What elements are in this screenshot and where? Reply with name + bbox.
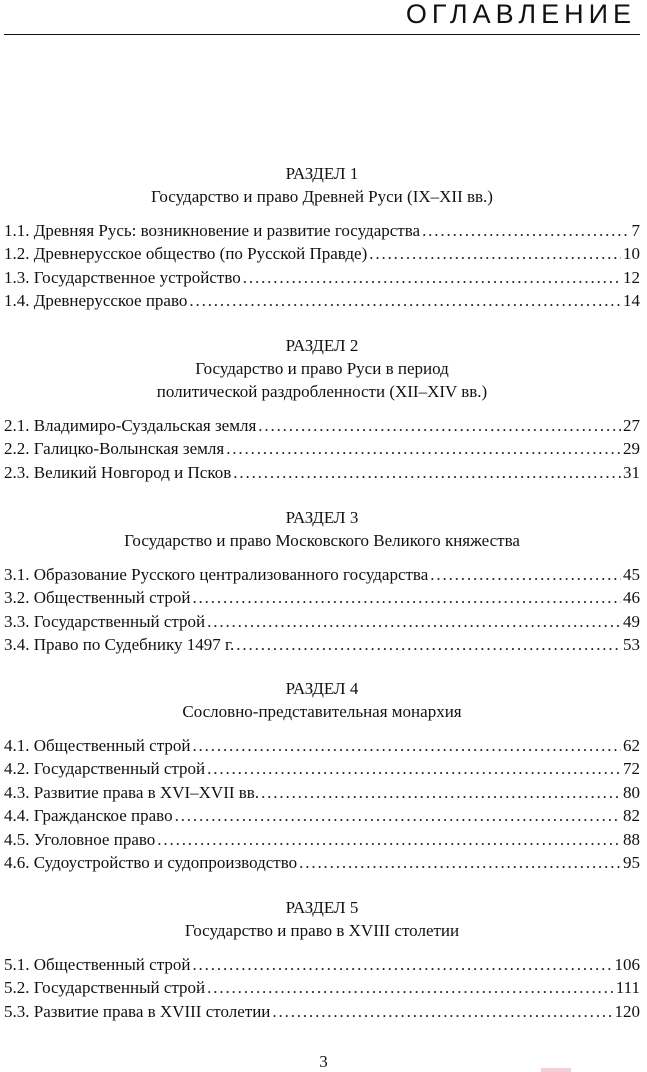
entry-page-number: 106 bbox=[614, 955, 640, 974]
toc-section-1 bbox=[4, 162, 640, 334]
section-number: РАЗДЕЛ 1 bbox=[285, 164, 359, 183]
entry-page-number: 120 bbox=[614, 1001, 640, 1021]
section-title: Государство и право в XVIII столетии bbox=[184, 921, 460, 940]
entry-title: 4.4. Гражданское право bbox=[4, 806, 173, 826]
entry-title: 3.3. Государственный строй bbox=[4, 611, 206, 631]
entry-page-number: 95 bbox=[623, 852, 640, 872]
section-title: Государство и право Московского Великого княжества bbox=[124, 531, 520, 550]
section-heading bbox=[4, 334, 640, 403]
section-title: Сословно-представительная монархия bbox=[182, 702, 462, 721]
toc-entry[interactable] bbox=[4, 828, 640, 851]
dot-leader bbox=[192, 586, 621, 609]
entry-page-number: 10 bbox=[623, 244, 640, 264]
section-number: РАЗДЕЛ 3 bbox=[285, 508, 359, 527]
toc-section-4 bbox=[4, 677, 640, 896]
toc-section-3 bbox=[4, 506, 640, 677]
entry-title: 1.1. Древняя Русь: возникновение и развитие государства bbox=[4, 221, 421, 240]
entry-title: 4.6. Судоустройство и судопроизводство bbox=[4, 852, 298, 872]
entry-title: 5.1. Общественный строй bbox=[4, 955, 191, 974]
section-number: РАЗДЕЛ 4 bbox=[285, 679, 359, 698]
entry-page-number: 27 bbox=[623, 416, 640, 435]
entry-title: 4.5. Уголовное право bbox=[4, 829, 156, 849]
entry-page-number: 80 bbox=[623, 782, 640, 802]
section-entries bbox=[4, 219, 640, 313]
dot-leader bbox=[369, 242, 621, 265]
page-title: ОГЛАВЛЕНИЕ bbox=[405, 0, 636, 29]
entry-title: 3.1. Образование Русского централизованного государства bbox=[4, 565, 429, 584]
toc-entry[interactable] bbox=[4, 461, 640, 484]
section-heading bbox=[4, 677, 640, 723]
section-entries bbox=[4, 563, 640, 657]
entry-page-number: 14 bbox=[623, 291, 640, 311]
entry-title: 1.2. Древнерусское общество (по Русской Правде) bbox=[4, 244, 368, 264]
toc-entry[interactable] bbox=[4, 734, 640, 757]
toc-entry[interactable] bbox=[4, 757, 640, 780]
entry-title: 4.1. Общественный строй bbox=[4, 736, 191, 755]
entry-page-number: 7 bbox=[631, 221, 640, 240]
entry-page-number: 12 bbox=[623, 267, 640, 287]
entry-title: 2.3. Великий Новгород и Псков bbox=[4, 462, 232, 482]
dot-leader bbox=[189, 289, 621, 312]
toc-entry[interactable] bbox=[4, 414, 640, 437]
entry-title: 4.2. Государственный строй bbox=[4, 759, 206, 779]
page-header bbox=[0, 0, 640, 36]
toc-entry[interactable] bbox=[4, 586, 640, 609]
page-number: 3 bbox=[319, 1052, 328, 1071]
entry-title: 4.3. Развитие права в XVI–XVII вв. bbox=[4, 782, 260, 802]
entry-title: 3.4. Право по Судебнику 1497 г. bbox=[4, 635, 235, 655]
section-number: РАЗДЕЛ 5 bbox=[285, 898, 359, 917]
dot-leader bbox=[192, 953, 612, 976]
entry-page-number: 53 bbox=[623, 635, 640, 655]
toc-entry[interactable] bbox=[4, 610, 640, 633]
entry-page-number: 111 bbox=[615, 978, 640, 998]
toc-entry[interactable] bbox=[4, 633, 640, 656]
dot-leader bbox=[299, 851, 621, 874]
entry-page-number: 72 bbox=[623, 759, 640, 779]
toc-entry[interactable] bbox=[4, 851, 640, 874]
section-title: Государство и право Руси в период политической раздробленности (XII–XIV вв.) bbox=[156, 359, 488, 401]
entry-title: 1.4. Древнерусское право bbox=[4, 291, 188, 311]
section-heading bbox=[4, 896, 640, 942]
entry-page-number: 29 bbox=[623, 439, 640, 459]
entry-page-number: 82 bbox=[623, 806, 640, 826]
toc-entry[interactable] bbox=[4, 563, 640, 586]
toc-section-2 bbox=[4, 334, 640, 506]
entry-page-number: 88 bbox=[623, 829, 640, 849]
toc-entry[interactable] bbox=[4, 781, 640, 804]
dot-leader bbox=[243, 266, 621, 289]
entry-page-number: 46 bbox=[623, 588, 640, 608]
dot-leader bbox=[236, 633, 621, 656]
entry-title: 5.3. Развитие права в XVIII столетии bbox=[4, 1001, 271, 1021]
section-entries bbox=[4, 734, 640, 874]
dot-leader bbox=[422, 219, 629, 242]
entry-page-number: 31 bbox=[623, 462, 640, 482]
section-number: РАЗДЕЛ 2 bbox=[285, 336, 359, 355]
section-heading bbox=[4, 162, 640, 208]
toc-entry[interactable] bbox=[4, 953, 640, 976]
table-of-contents bbox=[4, 162, 640, 1023]
section-entries bbox=[4, 953, 640, 1023]
section-entries bbox=[4, 414, 640, 484]
entry-title: 2.1. Владимиро-Суздальская земля bbox=[4, 416, 257, 435]
header-rule bbox=[4, 34, 640, 35]
dot-leader bbox=[207, 610, 621, 633]
toc-entry[interactable] bbox=[4, 242, 640, 265]
dot-leader bbox=[207, 976, 614, 999]
toc-entry[interactable] bbox=[4, 266, 640, 289]
entry-title: 5.2. Государственный строй bbox=[4, 978, 206, 998]
section-heading bbox=[4, 506, 640, 552]
toc-entry[interactable] bbox=[4, 289, 640, 312]
section-title: Государство и право Древней Руси (IX–XII вв.) bbox=[151, 187, 493, 206]
entry-page-number: 62 bbox=[623, 736, 640, 755]
toc-entry[interactable] bbox=[4, 1000, 640, 1023]
dot-leader bbox=[430, 563, 621, 586]
dot-leader bbox=[192, 734, 621, 757]
toc-entry[interactable] bbox=[4, 976, 640, 999]
toc-entry[interactable] bbox=[4, 437, 640, 460]
decorative-mark bbox=[541, 1068, 571, 1072]
entry-title: 3.2. Общественный строй bbox=[4, 588, 191, 608]
toc-section-5 bbox=[4, 896, 640, 1023]
dot-leader bbox=[272, 1000, 612, 1023]
dot-leader bbox=[258, 414, 621, 437]
entry-page-number: 49 bbox=[623, 611, 640, 631]
entry-title: 2.2. Галицко-Волынская земля bbox=[4, 439, 225, 459]
dot-leader bbox=[207, 757, 621, 780]
dot-leader bbox=[175, 804, 621, 827]
dot-leader bbox=[261, 781, 621, 804]
dot-leader bbox=[233, 461, 621, 484]
dot-leader bbox=[157, 828, 621, 851]
toc-entry[interactable] bbox=[4, 219, 640, 242]
entry-title: 1.3. Государственное устройство bbox=[4, 267, 241, 287]
toc-entry[interactable] bbox=[4, 804, 640, 827]
dot-leader bbox=[226, 437, 621, 460]
entry-page-number: 45 bbox=[623, 565, 640, 584]
